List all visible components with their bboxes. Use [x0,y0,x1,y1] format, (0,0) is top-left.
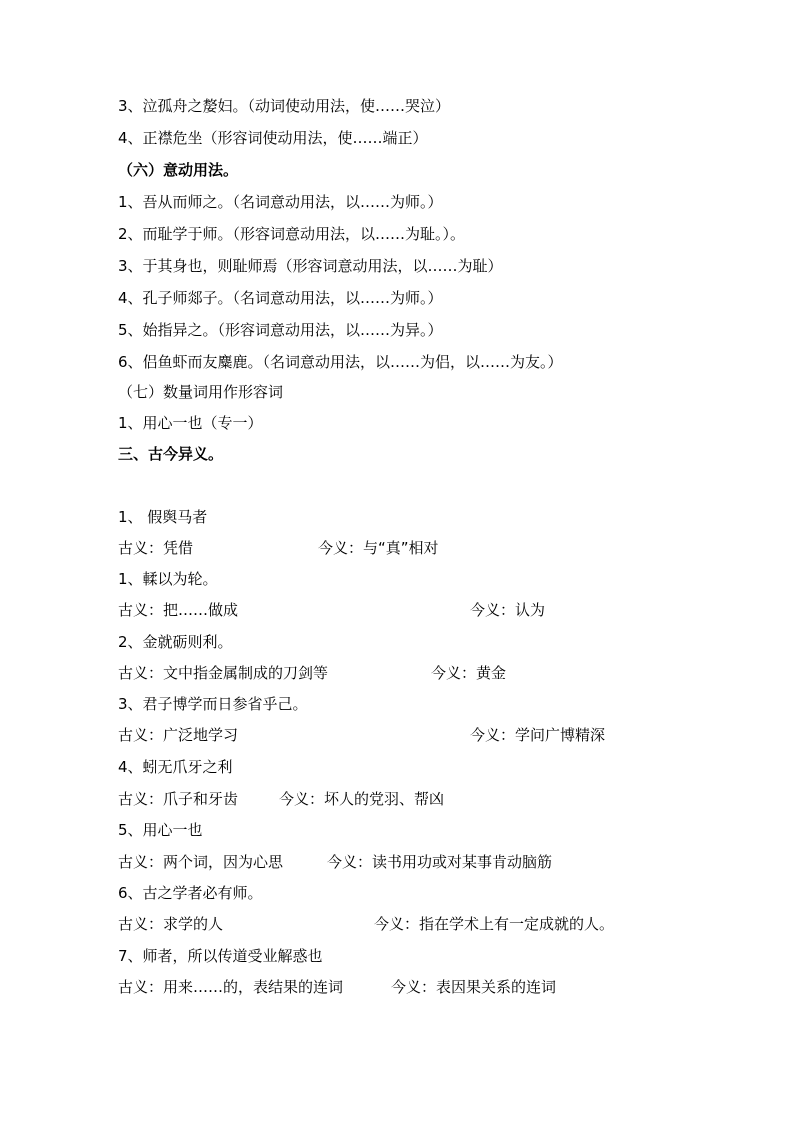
yiyi-word-3: 2、金就砺则利。 [118,633,233,651]
new-meaning: 今义：与“真”相对 [318,539,439,557]
yidong-item-6: 6、侣鱼虾而友麋鹿。（名词意动用法，以……为侣，以……为友。） [118,353,563,371]
yidong-item-3: 3、于其身也，则耻师焉（形容词意动用法，以……为耻） [118,257,503,275]
old-meaning: 古义：两个词，因为心思 [118,853,284,871]
yiyi-word-4: 3、君子博学而日参省乎己。 [118,695,308,713]
yidong-item-2: 2、而耻学于师。（形容词意动用法，以……为耻。）。 [118,225,466,243]
old-meaning: 古义：凭借 [118,539,194,557]
yiyi-meaning-row-4 [118,723,606,747]
yiyi-meaning-row-2 [118,598,546,622]
yidong-item-5: 5、始指异之。（形容词意动用法，以……为异。） [118,321,443,339]
yiyi-word-7: 6、古之学者必有师。 [118,884,263,902]
yiyi-word-8: 7、师者，所以传道受业解惑也 [118,947,323,965]
yiyi-meaning-row-5 [118,787,445,811]
yiyi-meaning-row-6 [118,850,553,874]
old-meaning: 古义：求学的人 [118,915,224,933]
yiyi-word-5: 4、蚓无爪牙之利 [118,758,233,776]
new-meaning: 今义：黄金 [431,664,507,682]
yiyi-word-1: 1、 假舆马者 [118,508,208,526]
yiyi-meaning-row-7 [118,912,615,936]
new-meaning: 今义：表因果关系的连词 [391,978,557,996]
new-meaning: 今义：认为 [470,601,546,619]
old-meaning: 古义：用来……的，表结果的连词 [118,978,344,996]
old-meaning: 古义：把……做成 [118,601,239,619]
example-line-usage-3: 3、泣孤舟之嫠妇。（动词使动用法，使……哭泣） [118,97,451,115]
new-meaning: 今义：学问广博精深 [470,726,606,744]
new-meaning: 今义：指在学术上有一定成就的人。 [374,915,615,933]
old-meaning: 古义：爪子和牙齿 [118,790,239,808]
yiyi-meaning-row-3 [118,661,507,685]
yiyi-meaning-row-8 [118,975,557,999]
example-line-usage-4: 4、正襟危坐（形容词使动用法，使……端正） [118,129,428,147]
new-meaning: 今义：坏人的党羽、帮凶 [279,790,445,808]
yidong-item-1: 1、吾从而师之。（名词意动用法，以……为师。） [118,193,443,211]
new-meaning: 今义：读书用功或对某事肯动脑筋 [327,853,553,871]
yiyi-word-6: 5、用心一也 [118,821,203,839]
old-meaning: 古义：广泛地学习 [118,726,239,744]
shuliangci-item-1: 1、用心一也（专一） [118,414,263,432]
yiyi-word-2: 1、輮以为轮。 [118,570,218,588]
section-title-yidong: （六）意动用法。 [118,161,239,179]
yiyi-meaning-row-1 [118,536,439,560]
old-meaning: 古义：文中指金属制成的刀剑等 [118,664,329,682]
part-title-gujin-yiyi: 三、古今异义。 [118,445,224,463]
section-title-shuliangci: （七）数量词用作形容词 [118,383,284,401]
yidong-item-4: 4、孔子师郯子。（名词意动用法，以……为师。） [118,289,443,307]
